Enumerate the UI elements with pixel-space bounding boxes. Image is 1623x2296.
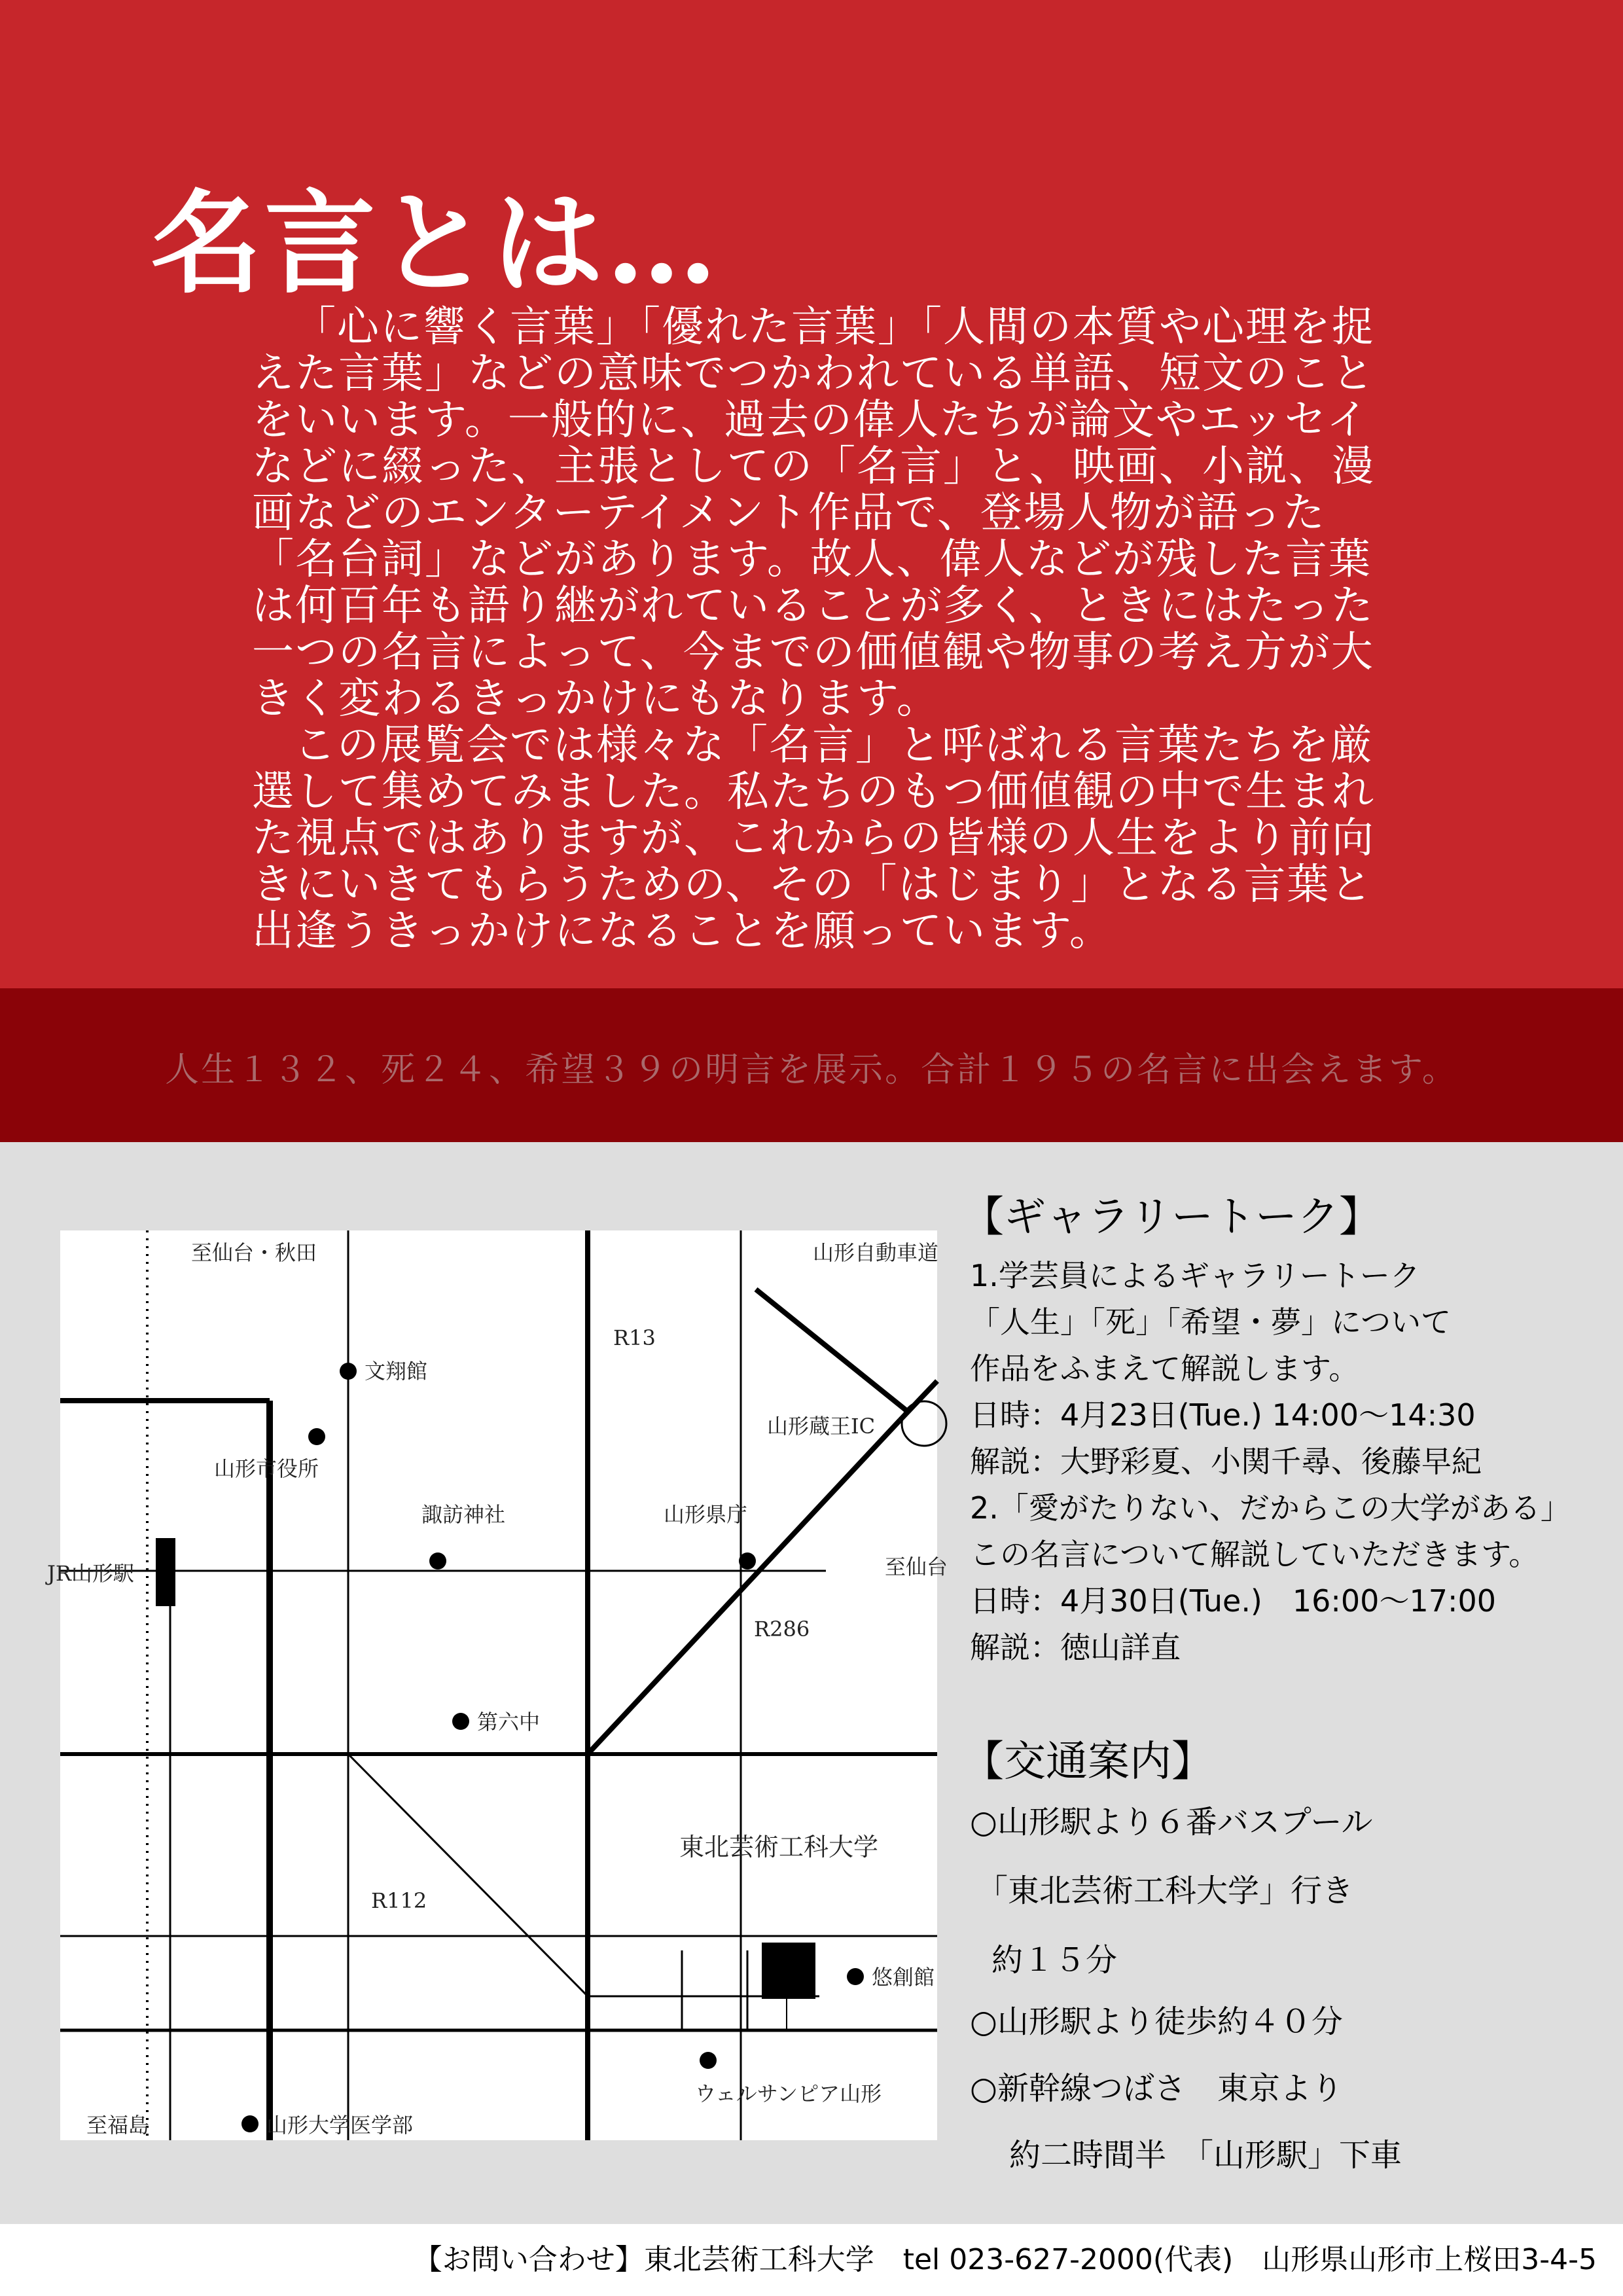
expressway — [756, 1289, 906, 1410]
access-line: 約二時間半 「山形駅」下車 — [1009, 2137, 1402, 2174]
access-line: ○山形駅より６番バスプール — [970, 1804, 1373, 1840]
page-title: 名言とは… — [151, 178, 721, 309]
map-label: 山形自動車道 — [813, 1240, 939, 1265]
map-label: R13 — [613, 1325, 656, 1350]
map-label: R112 — [371, 1888, 427, 1913]
gallery-talk-line: 作品をふまえて解説します。 — [970, 1351, 1359, 1386]
university-marker — [762, 1943, 815, 1999]
summary-text: 人生１３２、死２４、希望３９の明言を展示。合計１９５の名言に出会えます。 — [165, 1050, 1458, 1090]
pref-office-marker — [739, 1552, 756, 1570]
contact-info: 【お問い合わせ】東北芸術工科大学 tel 023-627-2000(代表) 山形県山形市上桜田3-4-5 — [413, 2243, 1597, 2276]
bunshokan-marker — [340, 1363, 357, 1380]
map-label: 第六中 — [477, 1710, 541, 1734]
dairoku-marker — [452, 1713, 469, 1730]
map-label: ウェルサンピア山形 — [695, 2081, 882, 2106]
medical-marker — [241, 2115, 259, 2132]
map-drawing — [47, 1230, 948, 2140]
map-label: 至仙台・秋田 — [191, 1240, 317, 1265]
map-label: 東北芸術工科大学 — [679, 1833, 879, 1861]
intro-paragraph: 「心に響く言葉」「優れた言葉」「人間の本質や心理を捉えた言葉」などの意味でつかわれている単語、短文のことをいいます。一般的に、過去の偉人たちが論文やエッセイなどに綴った、主張としての「名言」と、映画、小説、漫画などのエンターテイメント作品で、登場人物が語った「名台詞」などがあります。故人、偉人などが残した言葉は何百年も語り継がれていることが多く、ときにはたった一つの名言によって、今までの価値観や物事の考え方が大きく変わるきっかけにもなります。 — [252, 303, 1375, 723]
footer — [0, 2224, 1623, 2296]
road — [348, 1754, 588, 1996]
header-section — [0, 0, 1623, 988]
map-label: 山形蔵王IC — [767, 1414, 876, 1439]
access-line: 「東北芸術工科大学」行き — [976, 1873, 1354, 1909]
wellsun-marker — [700, 2052, 717, 2069]
city-hall-marker — [308, 1428, 325, 1445]
gallery-talk-line: この名言について解説していただきます。 — [970, 1537, 1539, 1572]
map-label: 至仙台 — [885, 1554, 948, 1579]
road-r286 — [588, 1420, 900, 1754]
access-info — [962, 1728, 1616, 2174]
access-line: 約１５分 — [991, 1942, 1118, 1979]
map-label: 山形県庁 — [664, 1502, 748, 1527]
jr-station-marker — [156, 1538, 175, 1606]
intro-text — [252, 304, 1410, 955]
map-label: 悠創館 — [872, 1965, 935, 1990]
map-label: 山形大学医学部 — [266, 2113, 414, 2138]
road-r286 — [900, 1381, 937, 1420]
gallery-talk-heading: 【ギャラリートーク】 — [962, 1193, 1381, 1242]
access-line: ○山形駅より徒歩約４０分 — [970, 2003, 1343, 2040]
gallery-talk — [962, 1183, 1616, 1671]
gallery-talk-line: 1.学芸員によるギャラリートーク — [970, 1258, 1420, 1293]
map-label: 至福島 — [86, 2113, 150, 2138]
map-label: R286 — [754, 1617, 810, 1641]
map-label: 諏訪神社 — [421, 1502, 506, 1527]
intro-paragraph: この展覧会では様々な「名言」と呼ばれる言葉たちを厳選して集めてみました。私たちのもつ価値観の中で生まれた視点ではありますが、これからの皆様の人生をより前向きにいきてもらうための、その「はじまり」となる言葉と出逢うきっかけになることを願っています。 — [252, 721, 1375, 956]
gallery-talk-line: 解説：大野彩夏、小関千尋、後藤早紀 — [970, 1444, 1482, 1479]
suwa-shrine-marker — [429, 1552, 446, 1570]
map-label: JR山形駅 — [47, 1561, 134, 1586]
access-map — [47, 1230, 948, 2140]
gallery-talk-body — [970, 1253, 1616, 1671]
access-heading: 【交通案内】 — [962, 1738, 1213, 1786]
gallery-talk-line: 「人生」「死」「希望・夢」について — [970, 1304, 1452, 1340]
map-label: 文翔館 — [365, 1359, 428, 1384]
gallery-talk-line: 解説：徳山詳直 — [970, 1630, 1181, 1665]
gallery-talk-line: 日時：4月30日(Tue.) 16:00〜17:00 — [970, 1583, 1497, 1619]
map-label: 山形市役所 — [214, 1456, 319, 1481]
gallery-talk-line: 2.「愛がたりない、だからこの大学がある」 — [970, 1490, 1571, 1526]
gallery-talk-line: 日時：4月23日(Tue.) 14:00〜14:30 — [970, 1397, 1476, 1433]
yusokan-marker — [847, 1968, 864, 1985]
access-line: ○新幹線つばさ 東京より — [970, 2070, 1343, 2107]
